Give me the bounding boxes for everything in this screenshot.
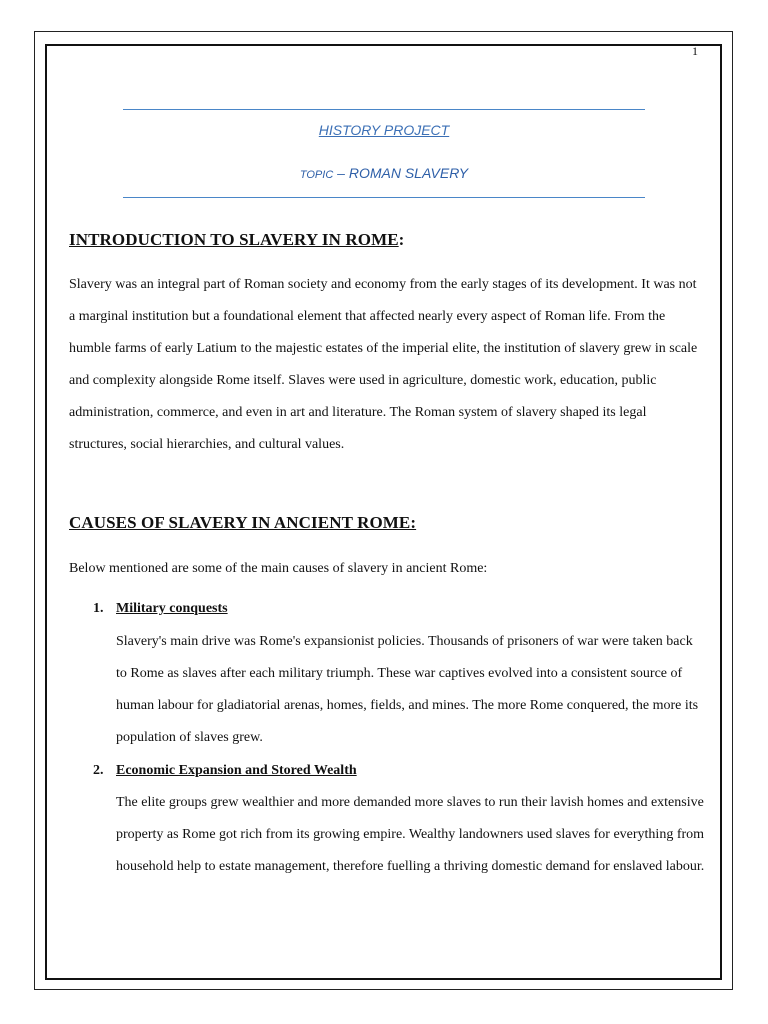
intro-heading-colon: : <box>398 230 405 249</box>
causes-lead-paragraph: Below mentioned are some of the main causes of slavery in ancient Rome: <box>69 561 488 576</box>
cause-item-number: 1. <box>93 601 104 616</box>
intro-paragraph: Slavery was an integral part of Roman society and economy from the early stages of its development. It was not a marginal institution but a foundational element that affected nearly every aspect of Roman life. From the humble farms of early Latium to the majestic estates of the imperial elite, the institution of slavery grew in scale and complexity alongside Rome itself. Slaves were used in agriculture, domestic work, education, public administration, commerce, and even in art and literature. The Roman system of slavery shaped its legal structures, social hierarchies, and cultural values. <box>69 277 698 452</box>
topic-name: ROMAN SLAVERY <box>348 165 469 181</box>
page-number: 1 <box>692 44 698 58</box>
cause-item-title <box>93 601 228 617</box>
cause-item-title <box>93 763 357 779</box>
topic-prefix: TOPIC <box>299 169 334 181</box>
cause-item-body: The elite groups grew wealthier and more demanded more slaves to run their lavish homes and extensive property as Rome got rich from its growing empire. Wealthy landowners used slaves for everything from household help to estate management, therefore fuelling a thriving domestic demand for enslaved labour. <box>116 795 705 874</box>
topic-dash: – <box>333 165 349 181</box>
topic-line <box>0 165 768 183</box>
causes-heading-text: CAUSES OF SLAVERY IN ANCIENT ROME: <box>69 513 417 532</box>
intro-heading <box>69 230 404 250</box>
cause-item-title-text: Military conquests <box>116 601 228 616</box>
causes-heading <box>69 513 416 533</box>
cause-item-title-text: Economic Expansion and Stored Wealth <box>116 763 357 778</box>
project-title: HISTORY PROJECT <box>318 122 450 138</box>
cause-item-body: Slavery's main drive was Rome's expansionist policies. Thousands of prisoners of war were taken back to Rome as slaves after each military triumph. These war captives evolved into a consistent source of human labour for gladiatorial arenas, homes, fields, and mines. The more Rome conquered, the more its population of slaves grew. <box>116 634 699 745</box>
header-top-rule <box>123 109 645 110</box>
intro-heading-text: INTRODUCTION TO SLAVERY IN ROME <box>69 230 399 249</box>
cause-item-number: 2. <box>93 763 104 778</box>
header-bottom-rule <box>123 197 645 198</box>
